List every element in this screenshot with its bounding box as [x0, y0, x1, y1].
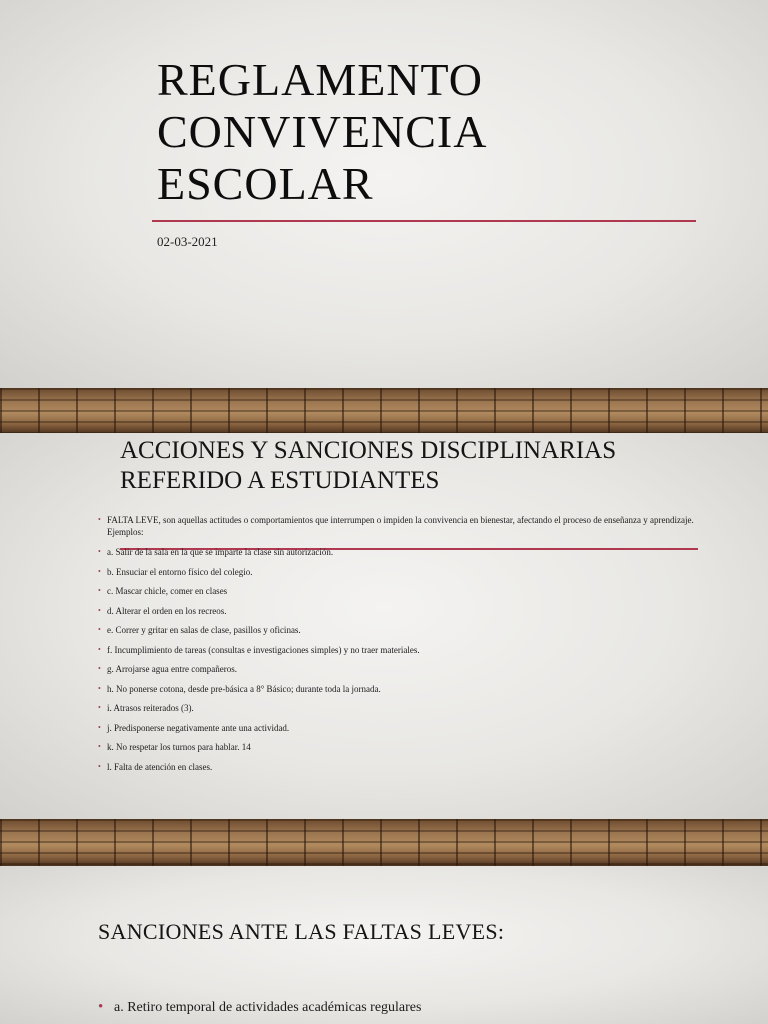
list-item: • j. Predisponerse negativamente ante una actividad. [98, 722, 698, 734]
title-line-2: CONVIVENCIA [157, 106, 488, 157]
slide-acciones [0, 433, 768, 819]
wood-floor-band [0, 388, 768, 433]
list-item: • f. Incumplimiento de tareas (consultas e investigaciones simples) y no traer materiales. [98, 644, 698, 656]
list-item: • l. Falta de atención en clases. [98, 761, 698, 773]
heading-line-1: ACCIONES Y SANCIONES DISCIPLINARIAS [120, 437, 617, 464]
faltas-leves-list [98, 514, 698, 780]
list-item: • e. Correr y gritar en salas de clase, pasillos y oficinas. [98, 624, 698, 636]
list-item: • d. Alterar el orden en los recreos. [98, 605, 698, 617]
sanciones-list [98, 1000, 421, 1016]
slide-sanciones [0, 866, 768, 1024]
slide-acciones-heading [120, 436, 680, 496]
list-item: • b. Ensuciar el entorno físico del colegio. [98, 566, 698, 578]
title-line-1: REGLAMENTO [157, 54, 484, 105]
slide-sanciones-heading: SANCIONES ANTE LAS FALTAS LEVES: [98, 919, 505, 944]
list-item: • k. No respetar los turnos para hablar. 14 [98, 741, 698, 753]
heading-line-2: REFERIDO A ESTUDIANTES [120, 467, 440, 494]
title-line-3: ESCOLAR [157, 158, 374, 209]
list-item: • i. Atrasos reiterados (3). [98, 702, 698, 714]
title-divider [152, 220, 696, 222]
slide-date: 02-03-2021 [157, 234, 218, 249]
list-item: • a. Retiro temporal de actividades académicas regulares [98, 1000, 421, 1016]
wood-floor-band [0, 819, 768, 866]
slide-title [0, 0, 768, 388]
list-item-intro: • FALTA LEVE, son aquellas actitudes o comportamientos que interrumpen o impiden la convivencia en bienestar, afectando el proceso de enseñanza y aprendizaje. Ejemplos: [98, 514, 698, 538]
slide-title-heading [157, 54, 487, 210]
list-item: • c. Mascar chicle, comer en clases [98, 585, 698, 597]
list-item: • g. Arrojarse agua entre compañeros. [98, 663, 698, 675]
list-item: • a. Salir de la sala en la que se imparte la clase sin autorización. [98, 546, 698, 558]
list-item: • h. No ponerse cotona, desde pre-básica a 8° Básico; durante toda la jornada. [98, 683, 698, 695]
